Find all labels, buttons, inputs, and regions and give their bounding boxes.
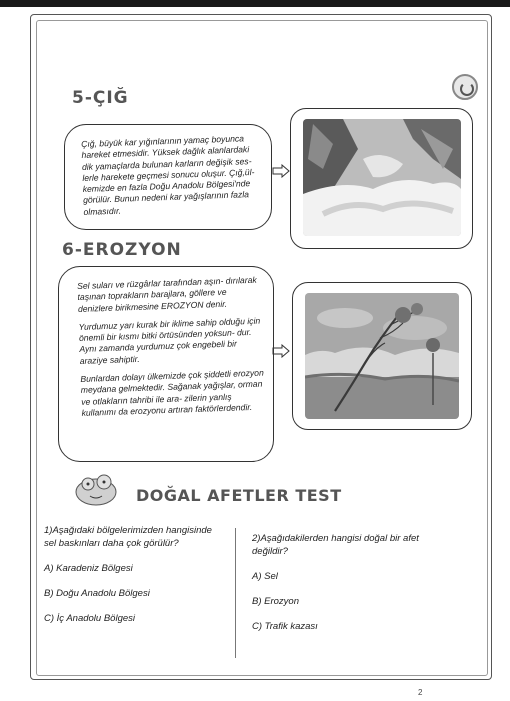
avalanche-photo bbox=[303, 119, 461, 236]
scan-top-edge bbox=[0, 0, 510, 7]
column-divider bbox=[235, 528, 236, 658]
cig-text-bubble bbox=[64, 124, 272, 230]
school-emblem-icon bbox=[452, 74, 478, 100]
question-1-option-c[interactable]: C) İç Anadolu Bölgesi bbox=[44, 613, 136, 624]
erosion-photo-frame bbox=[292, 282, 472, 430]
section-title-cig: 5-ÇIĞ bbox=[72, 88, 129, 108]
cig-paragraph: Çığ, büyük kar yığınlarının yamaç boyunca hareket etmesidir. Yüksek dağlık alanlardaki dik yamaçlarda bulunan karların değişik ses- lerle harekete geçmesi sonucu oluşur. Çığ,ül- kemizde en fazla Doğu Anadolu Bölgesi'nde görülür. Bunun nedeni kar yağışlarının fazla olmasıdır. bbox=[81, 133, 255, 217]
question-1-text: 1)Aşağıdaki bölgelerimizden hangisinde sel baskınları daha çok görülür? bbox=[44, 525, 212, 549]
question-2-option-b[interactable]: B) Erozyon bbox=[252, 596, 299, 607]
erozyon-paragraphs bbox=[77, 275, 268, 427]
page-number: 2 bbox=[418, 688, 423, 697]
arrow-right-icon bbox=[272, 164, 290, 178]
cartoon-mascot-icon bbox=[70, 470, 122, 508]
avalanche-photo-frame bbox=[290, 108, 473, 249]
erozyon-paragraph-3: Bunlardan dolayı ülkemizde çok şiddetli erozyon meydana gelmektedir. Sağanak yağışlar, orman ve otlakların tahribi ile ara- zilerin yanlış kullanımı da erozyonu artıran faktörlerdendir. bbox=[80, 367, 264, 418]
test-title: DOĞAL AFETLER TEST bbox=[136, 486, 342, 505]
question-2-option-a[interactable]: A) Sel bbox=[252, 571, 278, 582]
section-title-erozyon: 6-EROZYON bbox=[62, 240, 182, 260]
question-2-text: 2)Aşağıdakilerden hangisi doğal bir afet değildir? bbox=[252, 533, 419, 557]
erozyon-text-bubble bbox=[58, 266, 274, 462]
erozyon-paragraph-1: Sel suları ve rüzgârlar tarafından aşın- dırılarak taşınan toprakların barajlara, göllere ve denizlere birikmesine EROZYON denir. bbox=[77, 274, 257, 314]
arrow-right-icon bbox=[272, 344, 290, 358]
question-1-option-a[interactable]: A) Karadeniz Bölgesi bbox=[44, 563, 133, 574]
question-2-option-c[interactable]: C) Trafik kazası bbox=[252, 621, 318, 632]
erosion-photo bbox=[305, 293, 459, 419]
question-1 bbox=[44, 524, 224, 625]
question-1-option-b[interactable]: B) Doğu Anadolu Bölgesi bbox=[44, 588, 150, 599]
erozyon-paragraph-2: Yurdumuz yarı kurak bir iklime sahip olduğu için önemli bir kısmı bitki örtüsünden yoksun- dur. Aynı zamanda yurdumuz çok engebeli bir araziye sahiptir. bbox=[78, 315, 261, 366]
question-2 bbox=[252, 532, 432, 633]
